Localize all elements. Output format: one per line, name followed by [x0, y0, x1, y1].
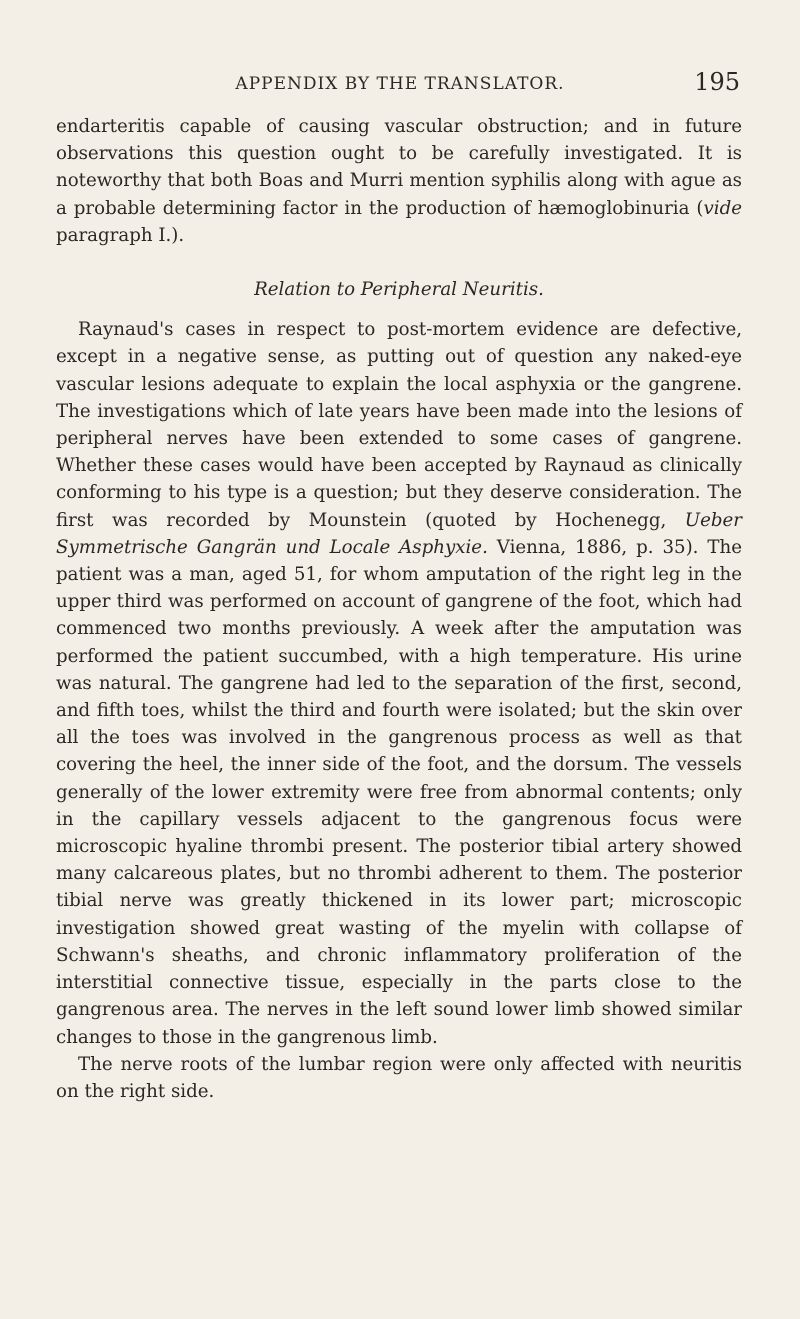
paragraph-2-text-a: Raynaud's cases in respect to post-mortem evidence are defective, except in a negative sense, as putting out of question any naked-eye vascular lesions adequate to explain the local asphyxia or the gangrene. The investigations which of late years have been made into the lesions of peripheral nerves have been extended to some cases of gangrene. Whether these cases would have been accepted by Raynaud as clinically conforming to his type is a question; but they deserve consideration. The first was recorded by Mounstein (quoted by Hochenegg,	[56, 319, 742, 531]
section-heading: Relation to Peripheral Neuritis.	[254, 279, 544, 301]
paragraph-2-text-b: Vienna, 1886, p. 35). The patient was a man, aged 51, for whom amputation of the right leg in the upper third was performed on account of gangrene of the foot, which had commenced two months previously. A week after the amputation was performed the patient succumbed, with a high temperature. His urine was natural. The gangrene had led to the separation of the first, second, and fifth toes, whilst the third and fourth were isolated; but the skin over all the toes was involved in the gangrenous process as well as that covering the heel, the inner side of the foot, and the dorsum. The vessels generally of the lower extremity were free from abnormal contents; only in the capillary vessels adjacent to the gangrenous focus were microscopic hyaline thrombi present. The posterior tibial artery showed many calcareous plates, but no thrombi adherent to them. The posterior tibial nerve was greatly thickened in its lower part; microscopic investigation showed great wasting of the myelin with collapse of Schwann's sheaths, and chronic inflammatory proliferation of the interstitial connective tissue, especially in the parts close to the gangrenous area. The nerves in the left sound lower limb showed similar changes to those in the gangrenous limb.	[56, 536, 742, 1048]
paragraph-1-text-b: paragraph I.).	[56, 224, 185, 246]
paragraph-2	[56, 316, 742, 1050]
paragraph-1	[56, 113, 742, 249]
page-number: 195	[694, 68, 740, 96]
paragraph-3: The nerve roots of the lumbar region were only affected with neuritis on the right side.	[56, 1053, 742, 1102]
running-head: APPENDIX BY THE TRANSLATOR.	[235, 74, 565, 94]
paragraph-1-text-a: endarteritis capable of causing vascular obstruction; and in future observations this question ought to be carefully investigated. It is noteworthy that both Boas and Murri mention syphilis along with ague as a probable determining factor in the production of hæmoglobinuria (	[56, 116, 742, 219]
paragraph-1-vide: vide	[703, 197, 742, 219]
paragraph-2-book-title: Ueber Symmetrische Gangrän und Locale Asphyxie.	[56, 509, 742, 558]
body-text	[56, 113, 742, 1105]
page-header	[60, 68, 740, 114]
